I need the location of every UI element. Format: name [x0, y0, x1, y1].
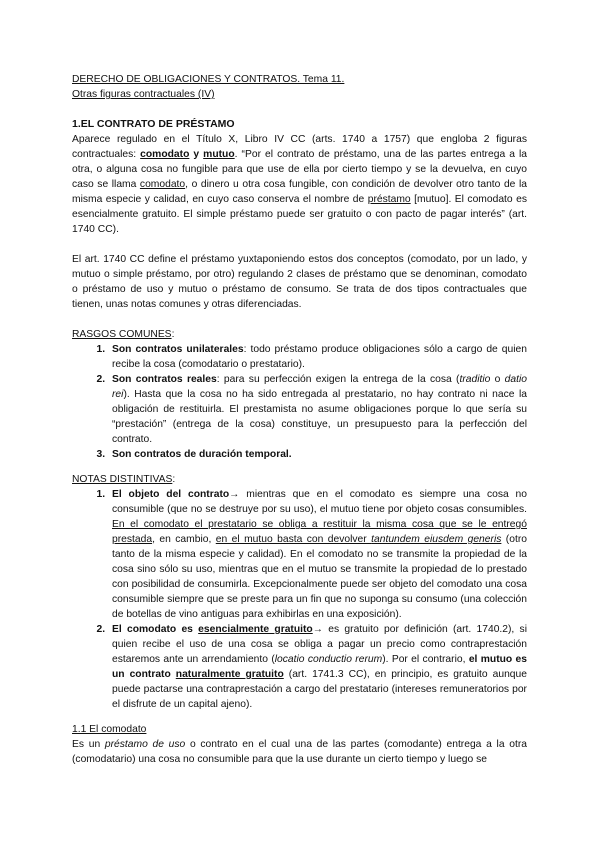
- list-item: 2. Son contratos reales: para su perfección exigen la entrega de la cosa (traditio o datio rei). Hasta que la cosa no ha sido entregada al prestatario, no hay contrato ni nace la obligación de restituirla. El prestamista no asume obligaciones porque lo que sería su “prestación” (entrega de la cosa) constituye, un presupuesto para la perfección del contrato.: [108, 372, 527, 447]
- subsection-heading-comodato: 1.1 El comodato: [72, 724, 147, 735]
- document-title: DERECHO DE OBLIGACIONES Y CONTRATOS. Tema 11.: [72, 74, 345, 85]
- paragraph-comodato: Es un préstamo de uso o contrato en el cual una de las partes (comodante) entrega a la otra (comodatario) una cosa no consumible para que la use durante un cierto tiempo y luego se: [72, 739, 527, 765]
- notas-distintivas-list: [72, 487, 527, 712]
- document-subtitle: Otras figuras contractuales (IV): [72, 89, 215, 100]
- document-page: [72, 72, 527, 767]
- paragraph-definicion: Aparece regulado en el Título X, Libro IV CC (arts. 1740 a 1757) que engloba 2 figuras contractuales: comodato y mutuo. “Por el contrato de préstamo, una de las partes entrega a la otra, o alguna cosa no fungible para que use de ella por cierto tiempo y se la devuelva, en cuyo caso se llama comodato, o dinero u otra cosa fungible, con condición de devolver otro tanto de la misma especie y calidad, en cuyo caso conserva el nombre de préstamo [mutuo]. El comodato es esencialmente gratuito. El simple préstamo puede ser gratuito o con pacto de pagar interés” (art. 1740 CC).: [72, 134, 527, 235]
- list-item: 3. Son contratos de duración temporal.: [108, 447, 527, 462]
- list-item: 1. Son contratos unilaterales: todo préstamo produce obligaciones sólo a cargo de quien recibe la cosa (comodatario o prestatario).: [108, 342, 527, 372]
- paragraph-art-1740: El art. 1740 CC define el préstamo yuxtaponiendo estos dos conceptos (comodato, por un lado, y mutuo o simple préstamo, por otro) regulando 2 clases de préstamo que se denominan, comodato o préstamo de uso y mutuo o préstamo de consumo. Se trata de dos tipos contractuales que tienen, unas notas comunes y otras diferenciadas.: [72, 254, 527, 310]
- arrow-icon: →: [312, 624, 324, 635]
- section-heading-prestamo: 1.EL CONTRATO DE PRÉSTAMO: [72, 118, 235, 130]
- arrow-icon: →: [229, 489, 240, 500]
- list-item: 2. El comodato es esencialmente gratuito→ es gratuito por definición (art. 1740.2), si quien recibe el uso de una cosa se obliga a pagar un precio como contraprestación estaremos ante un arrendamiento (locatio conductio rerum). Por el contrario, el mutuo es un contrato naturalmente gratuito (art. 1741.3 CC), en principio, es gratuito aunque puede pactarse una contraprestación a cargo del prestatario (intereses remuneratorios por el disfrute de un capital ajeno).: [108, 622, 527, 712]
- list-item: 1. El objeto del contrato→ mientras que en el comodato es siempre una cosa no consumible (que no se destruye por su uso), el mutuo tiene por objeto cosas consumibles. En el comodato el prestatario se obliga a restituir la misma cosa que se le entregó prestada, en cambio, en el mutuo basta con devolver tantundem eiusdem generis (otro tanto de la misma especie y calidad). En el comodato no se transmite la propiedad de la cosa sino sólo su uso, mientras que en el mutuo se transmite la propiedad de lo prestado con posibilidad de consumirla. Excepcionalmente puede ser objeto del comodato una cosa consumible siempre que se preste para un fin que no suponga su consumo (una colección de botellas de vino antiguas para exhibirlas en una exposición).: [108, 487, 527, 622]
- rasgos-comunes-heading: RASGOS COMUNES:: [72, 329, 175, 340]
- notas-distintivas-heading: NOTAS DISTINTIVAS:: [72, 474, 176, 485]
- rasgos-comunes-list: [72, 342, 527, 462]
